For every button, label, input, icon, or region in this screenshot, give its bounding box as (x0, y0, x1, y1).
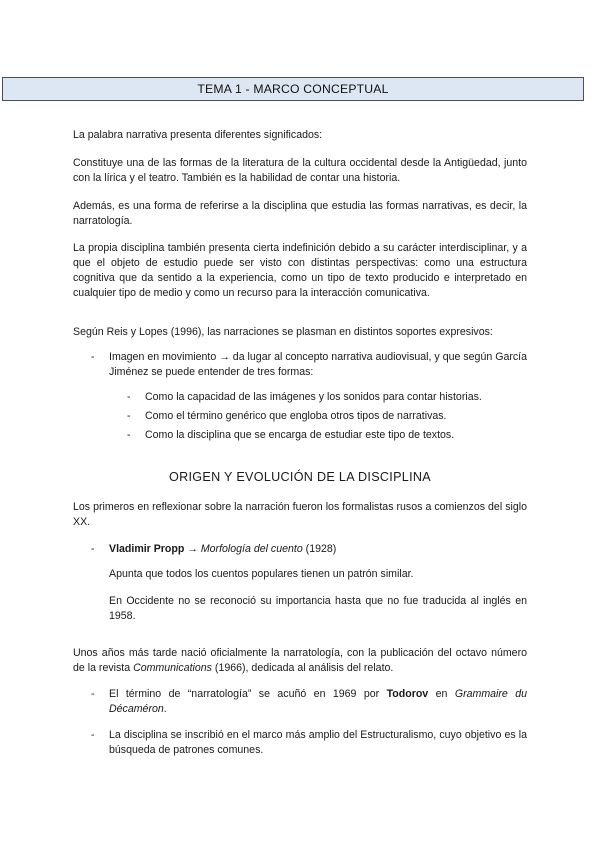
todorov-entry (109, 687, 527, 717)
bullet-dash: - (127, 410, 131, 422)
propp-entry (109, 542, 336, 557)
arrow-icon: → (184, 543, 201, 555)
bullet-dash: - (91, 729, 95, 741)
bullet-dash: - (91, 351, 95, 363)
paragraph-1 (73, 156, 527, 186)
author-name: Vladimir Propp (109, 543, 185, 555)
sub-list-item-text: Como la capacidad de las imágenes y los sonidos para contar historias. (145, 391, 482, 403)
list-item-propp (91, 542, 527, 557)
paragraph-1-text: Constituye una de las formas de la literatura de la cultura occidental desde la Antigüedad, junto con la lírica y el teatro. También es la habilidad de contar una historia. (73, 157, 527, 184)
work-title: Morfología del cuento (200, 543, 303, 555)
paragraph-6-part: (1966), dedicada al análisis del relato. (211, 662, 394, 674)
paragraph-6 (73, 646, 527, 676)
paragraph-2 (73, 199, 527, 229)
paragraph-4 (73, 325, 527, 340)
work-title: Grammaire du Décaméron (109, 688, 528, 715)
sub-list-item (127, 390, 527, 405)
propp-note-1-text: Apunta que todos los cuentos populares tienen un patrón similar. (109, 568, 414, 580)
author-name: Todorov (386, 688, 429, 700)
todorov-part: . (163, 703, 167, 715)
intro-paragraph (73, 128, 527, 143)
work-year: (1928) (302, 543, 337, 555)
sub-list-item (127, 428, 527, 443)
list-item (91, 350, 527, 380)
paragraph-5-text: Los primeros en reflexionar sobre la narración fueron los formalistas rusos a comienzos del siglo XX. (73, 501, 527, 528)
bullet-dash: - (91, 543, 95, 555)
list-item-text: Imagen en movimiento → da lugar al concepto narrativa audiovisual, y que según García Jiménez se puede entender de tres formas: (109, 351, 527, 378)
sub-list-item-text: Como el término genérico que engloba otros tipos de narrativas. (145, 410, 447, 422)
paragraph-3 (73, 241, 527, 301)
sub-list-item (127, 409, 527, 424)
propp-note-2-text: En Occidente no se reconoció su importancia hasta que no fue traducida al inglés en 1958. (109, 595, 527, 622)
list-item-text: La disciplina se inscribió en el marco más amplio del Estructuralismo, cuyo objetivo es la búsqueda de patrones comunes. (109, 729, 527, 756)
bullet-dash: - (91, 688, 95, 700)
paragraph-5 (73, 500, 527, 530)
journal-title: Communications (133, 662, 212, 674)
paragraph-3-text: La propia disciplina también presenta cierta indefinición debido a su carácter interdisciplinar, y a que el objeto de estudio puede ser visto con distintas perspectivas: como una estructura cognitiva que da sentido a la experiencia, como un tipo de texto producido e interpretado en cualquier tipo de medio y como un recurso para la interacción comunicativa. (73, 242, 527, 299)
paragraph-4-text: Según Reis y Lopes (1996), las narraciones se plasman en distintos soportes expresivos: (73, 326, 493, 338)
bullet-dash: - (127, 429, 131, 441)
sub-list-item-text: Como la disciplina que se encarga de estudiar este tipo de textos. (145, 429, 455, 441)
todorov-part: El término de “narratología” se acuñó en 1969 por (109, 688, 387, 700)
paragraph-6-part: Unos años más tarde nació oficialmente la narratología, con la publicación del octavo número de la revista (73, 647, 527, 674)
list-item-todorov (91, 687, 527, 717)
bullet-dash: - (127, 391, 131, 403)
paragraph-2-text: Además, es una forma de referirse a la disciplina que estudia las formas narrativas, es decir, la narratología. (73, 200, 527, 227)
propp-note-1 (109, 567, 527, 582)
todorov-part: en (428, 688, 455, 700)
propp-note-2 (109, 594, 527, 624)
intro-text: La palabra narrativa presenta diferentes significados: (73, 129, 323, 141)
paragraph-6-text (73, 646, 527, 676)
section-heading: ORIGEN Y EVOLUCIÓN DE LA DISCIPLINA (169, 470, 431, 484)
list-item-structuralism (91, 728, 527, 758)
page-title: TEMA 1 - MARCO CONCEPTUAL (2, 77, 584, 101)
